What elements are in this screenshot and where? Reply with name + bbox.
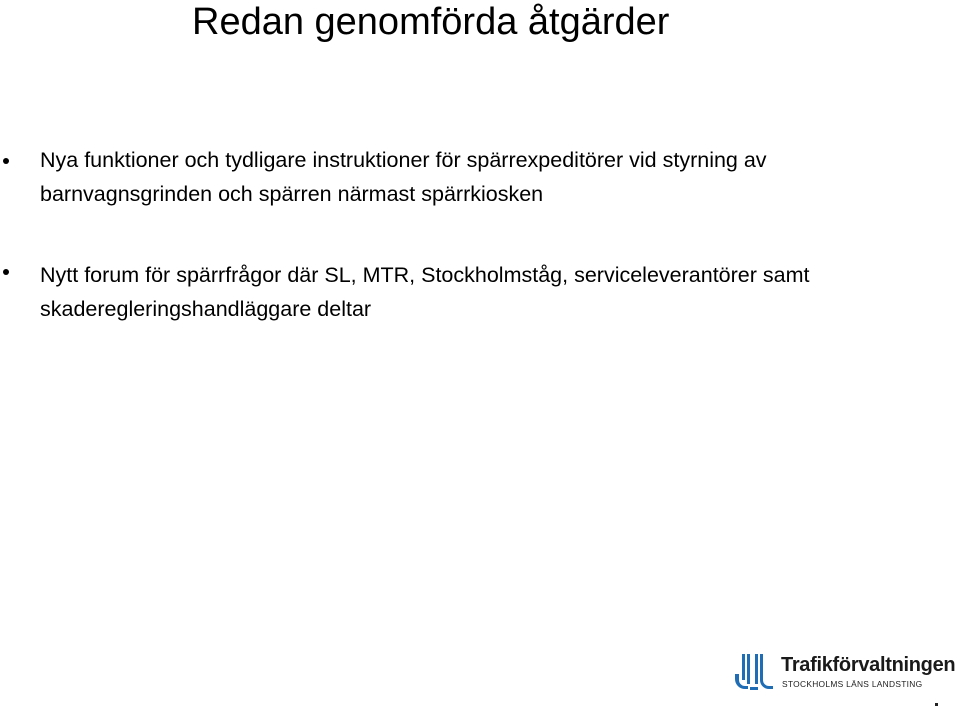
logo-name: Trafikförvaltningen	[781, 654, 956, 676]
bullet-icon	[3, 158, 9, 164]
bullet-line: Nya funktioner och tydligare instruktioner för spärrexpeditörer vid styrning av	[40, 148, 767, 172]
bullet-icon	[3, 269, 9, 275]
bullet-line: Nytt forum för spärrfrågor där SL, MTR, Stockholmståg, serviceleverantörer samt	[40, 263, 810, 287]
trafikforvaltningen-logo	[733, 650, 960, 692]
sll-logo-mark-icon	[733, 652, 775, 690]
slide-title: Redan genomförda åtgärder	[192, 1, 670, 43]
bullet-line: skaderegleringshandläggare deltar	[40, 297, 372, 321]
logo-subtitle: STOCKHOLMS LÄNS LANDSTING	[782, 679, 923, 689]
bullet-text	[40, 143, 945, 211]
corner-mark	[935, 703, 938, 706]
bullet-line: barnvagnsgrinden och spärren närmast spärrkiosken	[40, 182, 544, 206]
bullet-text	[40, 258, 945, 326]
